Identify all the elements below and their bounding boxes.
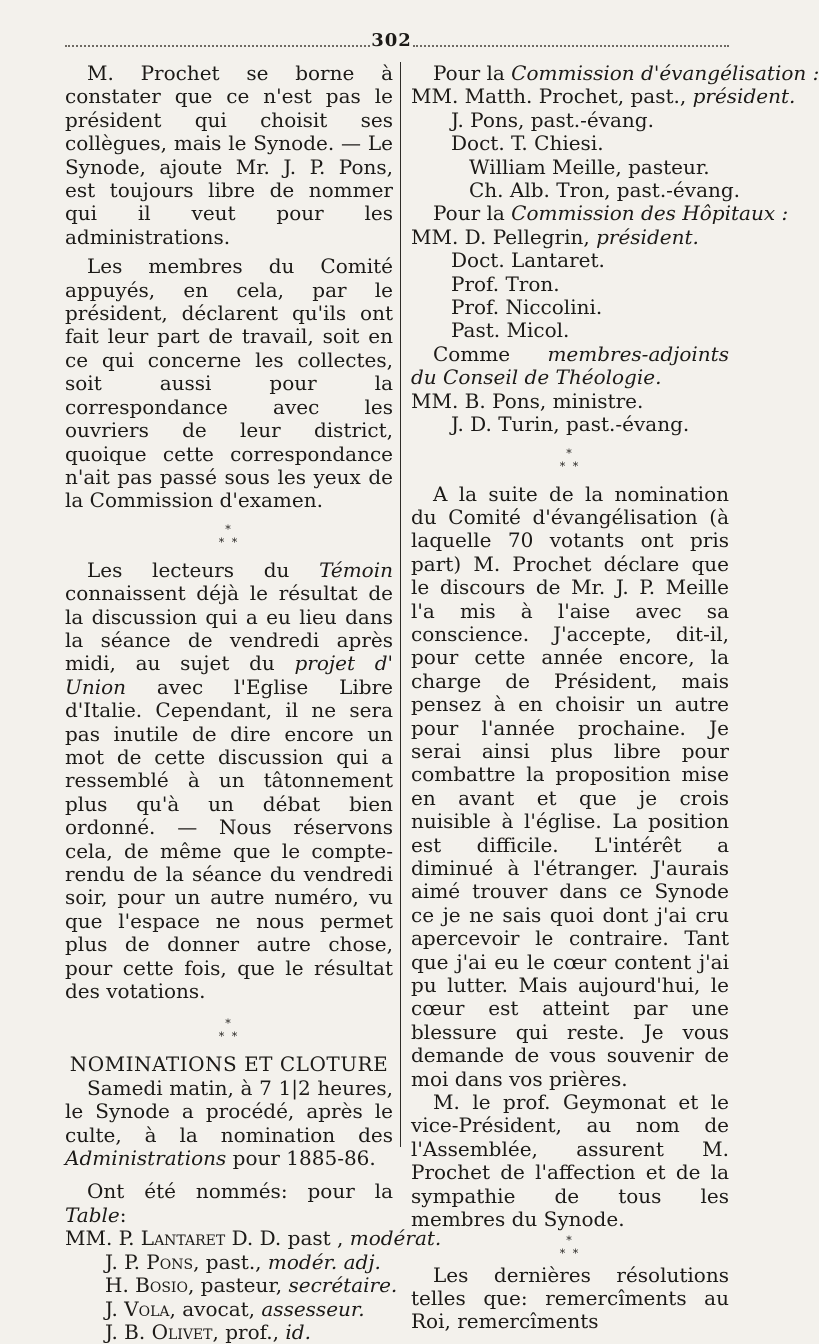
commission-evangelisation-title: Pour la Commission d'évangélisation : xyxy=(433,61,819,85)
list-item-hopitaux: Prof. Tron. xyxy=(451,271,560,296)
list-item-conseil: MM. B. Pons, ministre. xyxy=(411,388,644,413)
paragraph-dernieres-resolutions: Les dernières résolutions telles que: remercîments au Roi, remercîments xyxy=(411,1262,729,1334)
page-number: 302 xyxy=(371,30,412,51)
section-separator-stars: * * * xyxy=(559,446,581,473)
paragraph-suite-nomination: A la suite de la nomination du Comité d'évangélisation (à laquelle 70 votants ont pris part) M. Prochet déclare que le discours de Mr. J. P. Meille l'a mis à l'aise avec sa conscience. J'accepte, dit-il, pour cette année encore, la charge de Président, mais pensez à en choisir un autre pour l'année prochaine. Je serai ainsi plus libre pour combattre la proposition mise en avant et que je crois nuisible à l'église. La position est difficile. L'intérêt a diminué à l'étranger. J'aurais aimé trouver dans ce Synode ce je ne sais quoi dont j'ai cru apercevoir le contraire. Tant que j'ai eu le cœur content j'ai pu lutter. Mais aujourd'hui, le cœur est atteint par une blessure qui reste. Je vous demande de vous souvenir de moi dans vos prières. xyxy=(411,481,729,1091)
list-item-conseil: J. D. Turin, past.-évang. xyxy=(451,412,690,437)
list-item-evangelisation: Doct. T. Chiesi. xyxy=(451,131,604,156)
paragraph-geymonat: M. le prof. Geymonat et le vice-Président, au nom de l'Assemblée, assurent M. Prochet de l'affection et de la sympathie de tous les membres du Synode. xyxy=(411,1090,729,1232)
list-item-evangelisation: MM. Matth. Prochet, past., président. xyxy=(411,84,796,109)
list-item-table: J. B. Olivet, prof., id. xyxy=(105,1319,311,1344)
list-item-table: J. Vola, avocat, assesseur. xyxy=(105,1296,365,1321)
list-item-table: J. P. Pons, past., modér. adj. xyxy=(105,1249,381,1274)
paragraph-comite: Les membres du Comité appuyés, en cela, par le président, déclarent qu'ils ont fait leur part de travail, soit en ce qui concerne les collectes, soit aussi pour la correspondance avec les ouvriers de leur district, quoique cette correspondance n'ait pas passé sous les yeux de la Commission d'examen. xyxy=(65,254,393,513)
list-item-evangelisation: Ch. Alb. Tron, past.-évang. xyxy=(469,178,741,203)
list-item-evangelisation: William Meille, pasteur. xyxy=(469,154,710,179)
column-divider xyxy=(400,62,401,1147)
page-header xyxy=(65,30,729,56)
list-item-hopitaux: Prof. Niccolini. xyxy=(451,295,603,320)
commission-hopitaux-title: Pour la Commission des Hôpitaux : xyxy=(433,201,789,226)
header-rule-right xyxy=(413,45,729,47)
paragraph-lecteurs: Les lecteurs du Témoin connaissent déjà le résultat de la discussion qui a eu lieu dans la séance de vendredi après midi, au sujet du projet d' Union avec l'Eglise Libre d'Italie. Cependant, il ne sera pas inutile de dire encore un mot de cette discussion qui a ressemblé à un tâtonnement plus qu'à un débat bien ordonné. — Nous réservons cela, de même que le compte-rendu de la séance du vendredi soir, pour un autre numéro, vu que l'espace ne nous permet plus de donner autre chose, pour cette fois, que le résultat des votations. xyxy=(65,557,393,1004)
section-heading: NOMINATIONS ET CLOTURE xyxy=(69,1052,389,1077)
list-item-table: MM. P. Lantaret D. D. past , modérat. xyxy=(65,1226,442,1251)
list-item-hopitaux: Doct. Lantaret. xyxy=(451,248,605,273)
section-separator-stars: * * * xyxy=(559,1233,581,1260)
list-item-table: H. Bosio, pasteur, secrétaire. xyxy=(105,1273,398,1298)
right-column xyxy=(411,61,819,1334)
section-separator-stars: * * * xyxy=(218,522,240,549)
paragraph-prochet: M. Prochet se borne à constater que ce n'est pas le président qui choisit ses collègues, mais le Synode. — Le Synode, ajoute Mr. J. P. Pons, est toujours libre de nommer qui il veut pour les administrations. xyxy=(65,61,393,249)
paragraph-nommes: Ont été nommés: pour la Table: xyxy=(65,1179,393,1227)
conseil-theologie-title: Comme membres-adjoints du Conseil de Théologie. xyxy=(411,341,729,390)
list-item-evangelisation: J. Pons, past.-évang. xyxy=(451,107,654,132)
section-separator-stars: * * * xyxy=(218,1017,240,1044)
paragraph-samedi: Samedi matin, à 7 1|2 heures, le Synode a procédé, après le culte, à la nomination des Administrations pour 1885-86. xyxy=(65,1075,393,1171)
list-item-hopitaux: MM. D. Pellegrin, président. xyxy=(411,224,699,249)
left-column xyxy=(65,61,442,1344)
list-item-hopitaux: Past. Micol. xyxy=(451,318,570,343)
header-rule-left xyxy=(65,45,370,47)
